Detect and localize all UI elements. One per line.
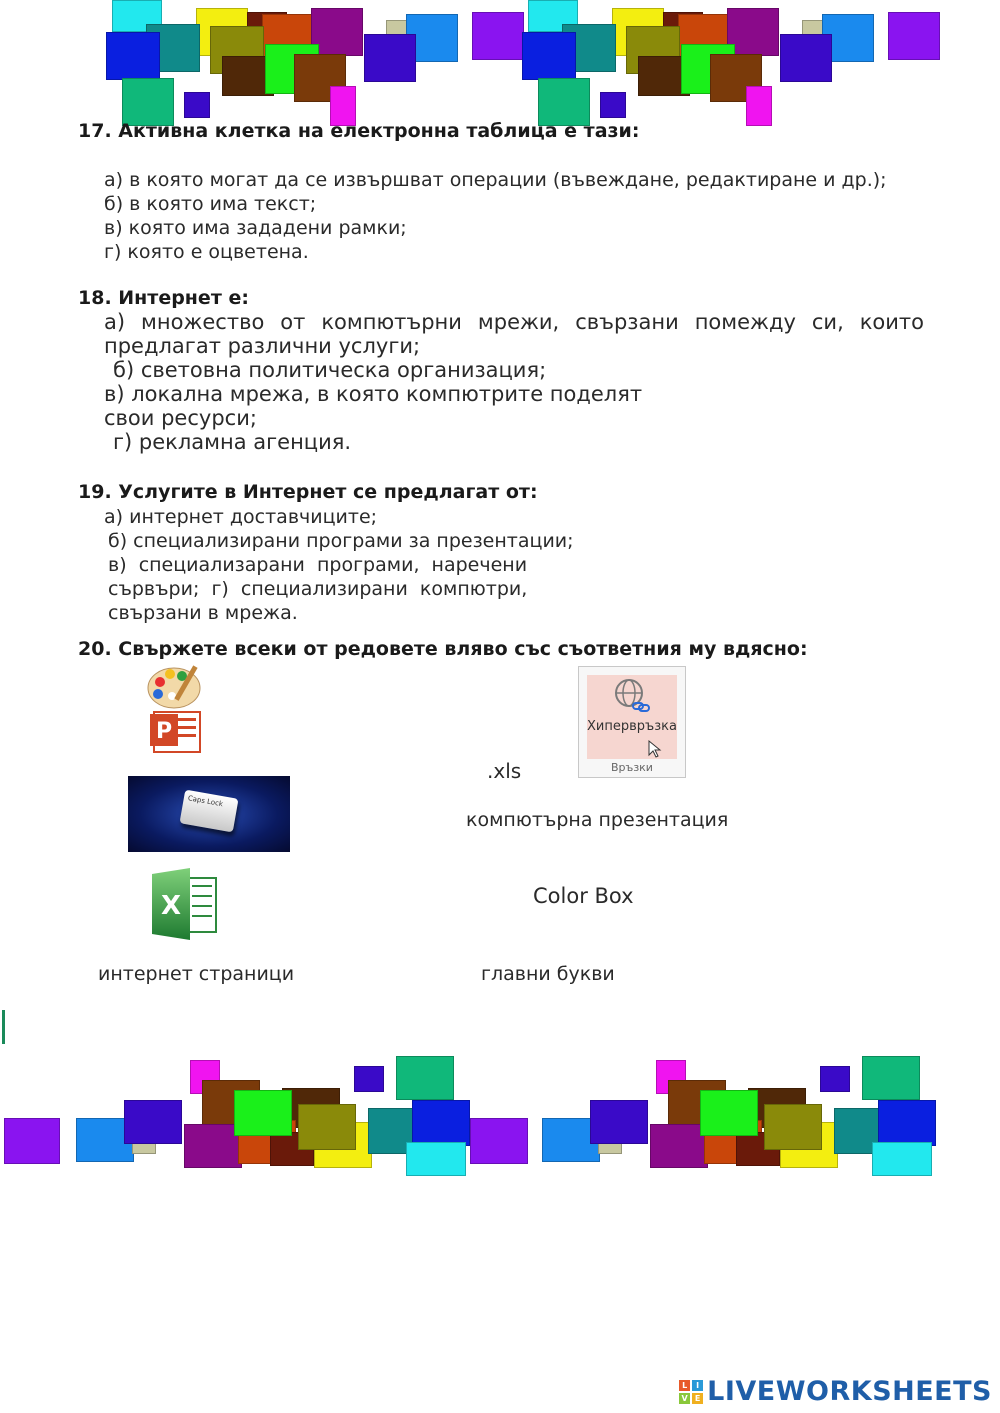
q18-option-c-cont: свои ресурси; (104, 406, 257, 430)
hyperlink-button-label: Хипервръзка (587, 719, 677, 734)
q19-option-b: б) специализирани програми за презентации; (108, 530, 574, 552)
q18-option-a-cont: предлагат различни услуги; (104, 334, 421, 358)
q18-option-d: г) рекламна агенция. (113, 430, 352, 454)
q19-option-c-cont: сървъри; г) специализирани компютри, (108, 578, 528, 600)
paint-powerpoint-icon (146, 662, 206, 754)
svg-text:P: P (155, 719, 173, 744)
q17-option-c: в) която има зададени рамки; (104, 217, 407, 239)
q18-option-b: б) световна политическа организация; (113, 358, 547, 382)
question-18-title: 18. Интернет е: (78, 287, 249, 309)
q17-option-a: а) в която могат да се извършват операции (въвеждане, редактиране и др.); (104, 169, 887, 191)
question-20-title: 20. Свържете всеки от редовете вляво със съответния му вдясно: (78, 638, 808, 660)
mouse-cursor-icon (647, 739, 663, 759)
caps-lock-key-image (128, 776, 290, 852)
right-label-xls: .xls (487, 759, 522, 783)
brand-text: LIVEWORKSHEETS (707, 1376, 992, 1407)
question-19-title: 19. Услугите в Интернет се предлагат от: (78, 481, 538, 503)
hyperlink-group-label: Връзки (611, 761, 653, 774)
key-cap (179, 790, 238, 833)
brand-grid-v: V (679, 1393, 690, 1404)
caps-key-label: Caps Lock (187, 794, 224, 809)
brand-grid-i: I (692, 1380, 703, 1391)
q17-option-b: б) в която има текст; (104, 193, 317, 215)
hyperlink-button-image (578, 666, 686, 778)
text-cursor-mark (2, 1010, 5, 1044)
brand-grid-l: L (679, 1380, 690, 1391)
right-label-presentation: компютърна презентация (466, 809, 729, 831)
q18-option-c: в) локална мрежа, в която компютрите поделят (104, 382, 643, 406)
q18-option-a: а) множество от компютърни мрежи, свързани помежду си, които (104, 310, 924, 334)
liveworksheets-logo (679, 1376, 992, 1407)
q19-option-c: в) специализарани програми, наречени (108, 554, 528, 576)
left-label-internet-pages: интернет страници (98, 963, 295, 985)
q19-option-a: а) интернет доставчиците; (104, 506, 378, 528)
brand-grid-icon (679, 1380, 703, 1404)
q19-option-d-cont: свързани в мрежа. (108, 602, 298, 624)
q17-option-d: г) която е оцветена. (104, 241, 309, 263)
right-label-capitals: главни букви (481, 963, 615, 985)
excel-icon (150, 868, 220, 940)
question-17-title: 17. Активна клетка на електронна таблица е тази: (78, 120, 640, 142)
brand-grid-e: E (692, 1393, 703, 1404)
right-label-color-box: Color Box (533, 884, 634, 908)
globe-link-icon (613, 677, 653, 715)
svg-text:X: X (160, 891, 182, 921)
